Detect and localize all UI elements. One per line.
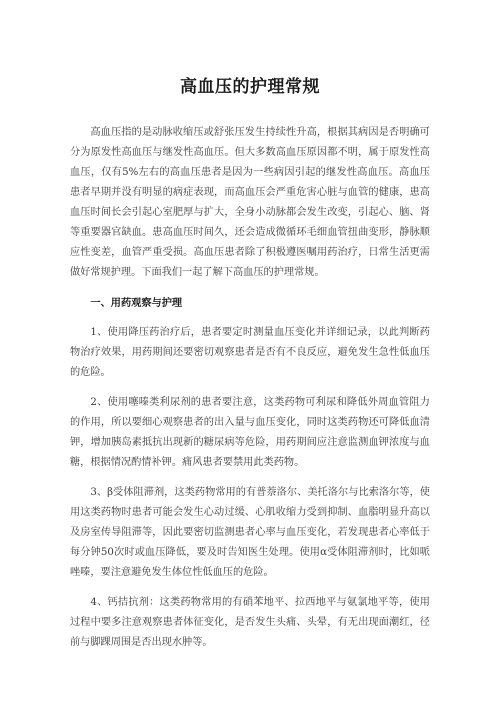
page-title: 高血压的护理常规 — [180, 77, 320, 97]
section-heading: 一、用药观察与护理 — [90, 297, 183, 309]
list-item: 1、使用降压药治疗后，患者要定时测量血压变化并详细记录，以此判断药物治疗效果，用药期间还要密切观察患者是否有不良反应，避免发生急性低血压的危险。 — [70, 327, 430, 378]
list-item: 4、钙拮抗剂：这类药物常用的有硝苯地平、拉西地平与氨氯地平等，使用过程中要多注意观察患者体征变化，是否发生头痛、头晕，有无出现面潮红，径前与脚踝周围是否出现水肿等。 — [70, 597, 430, 648]
list-item: 3、β受体阻滞剂，这类药物常用的有普萘洛尔、美托洛尔与比索洛尔等，使用这类药物时患者可能会发生心动过缓、心肌收缩力受到抑制、血脂明显升高以及房室传导阻滞等，因此要密切监测患者心率与血压变化，若发现患者心率低于每分钟50次时或血压降低，要及时告知医生处理。使用α受体阻滞剂时，比如哌唑嗪，要注意避免发生体位性低血压的危险。 — [70, 487, 430, 578]
list-item: 2、使用噻嗪类利尿剂的患者要注意，这类药物可利尿和降低外周血管阻力的作用，所以要细心观察患者的出入量与血压变化，同时这类药物还可降低血清钾，增加胰岛素抵抗出现新的糖尿病等危险，用药期间应注意监测血钾浓度与血糖，根据情况酌情补钾。痛风患者要禁用此类药物。 — [70, 397, 430, 468]
intro-paragraph: 高血压指的是动脉收缩压或舒张压发生持续性升高，根据其病因是否明确可分为原发性高血压与继发性高血压。但大多数高血压原因都不明，属于原发性高血压，仅有5%左右的高血压患者是因为一些病因引起的继发性高血压。高血压患者早期并没有明显的病症表现，而高血压会严重危害心脏与血管的健康，患高血压时间长会引起心室肥厚与扩大，全身小动脉都会发生改变，引起心、脑、肾等重要器官缺血。患高血压时间久，还会造成微循环毛细血管扭曲变形，静脉顺应性变差，血管严重受损。高血压患者除了积极遵医嘱用药治疗，日常生活更需做好常规护理。下面我们一起了解下高血压的护理常规。 — [70, 127, 430, 278]
